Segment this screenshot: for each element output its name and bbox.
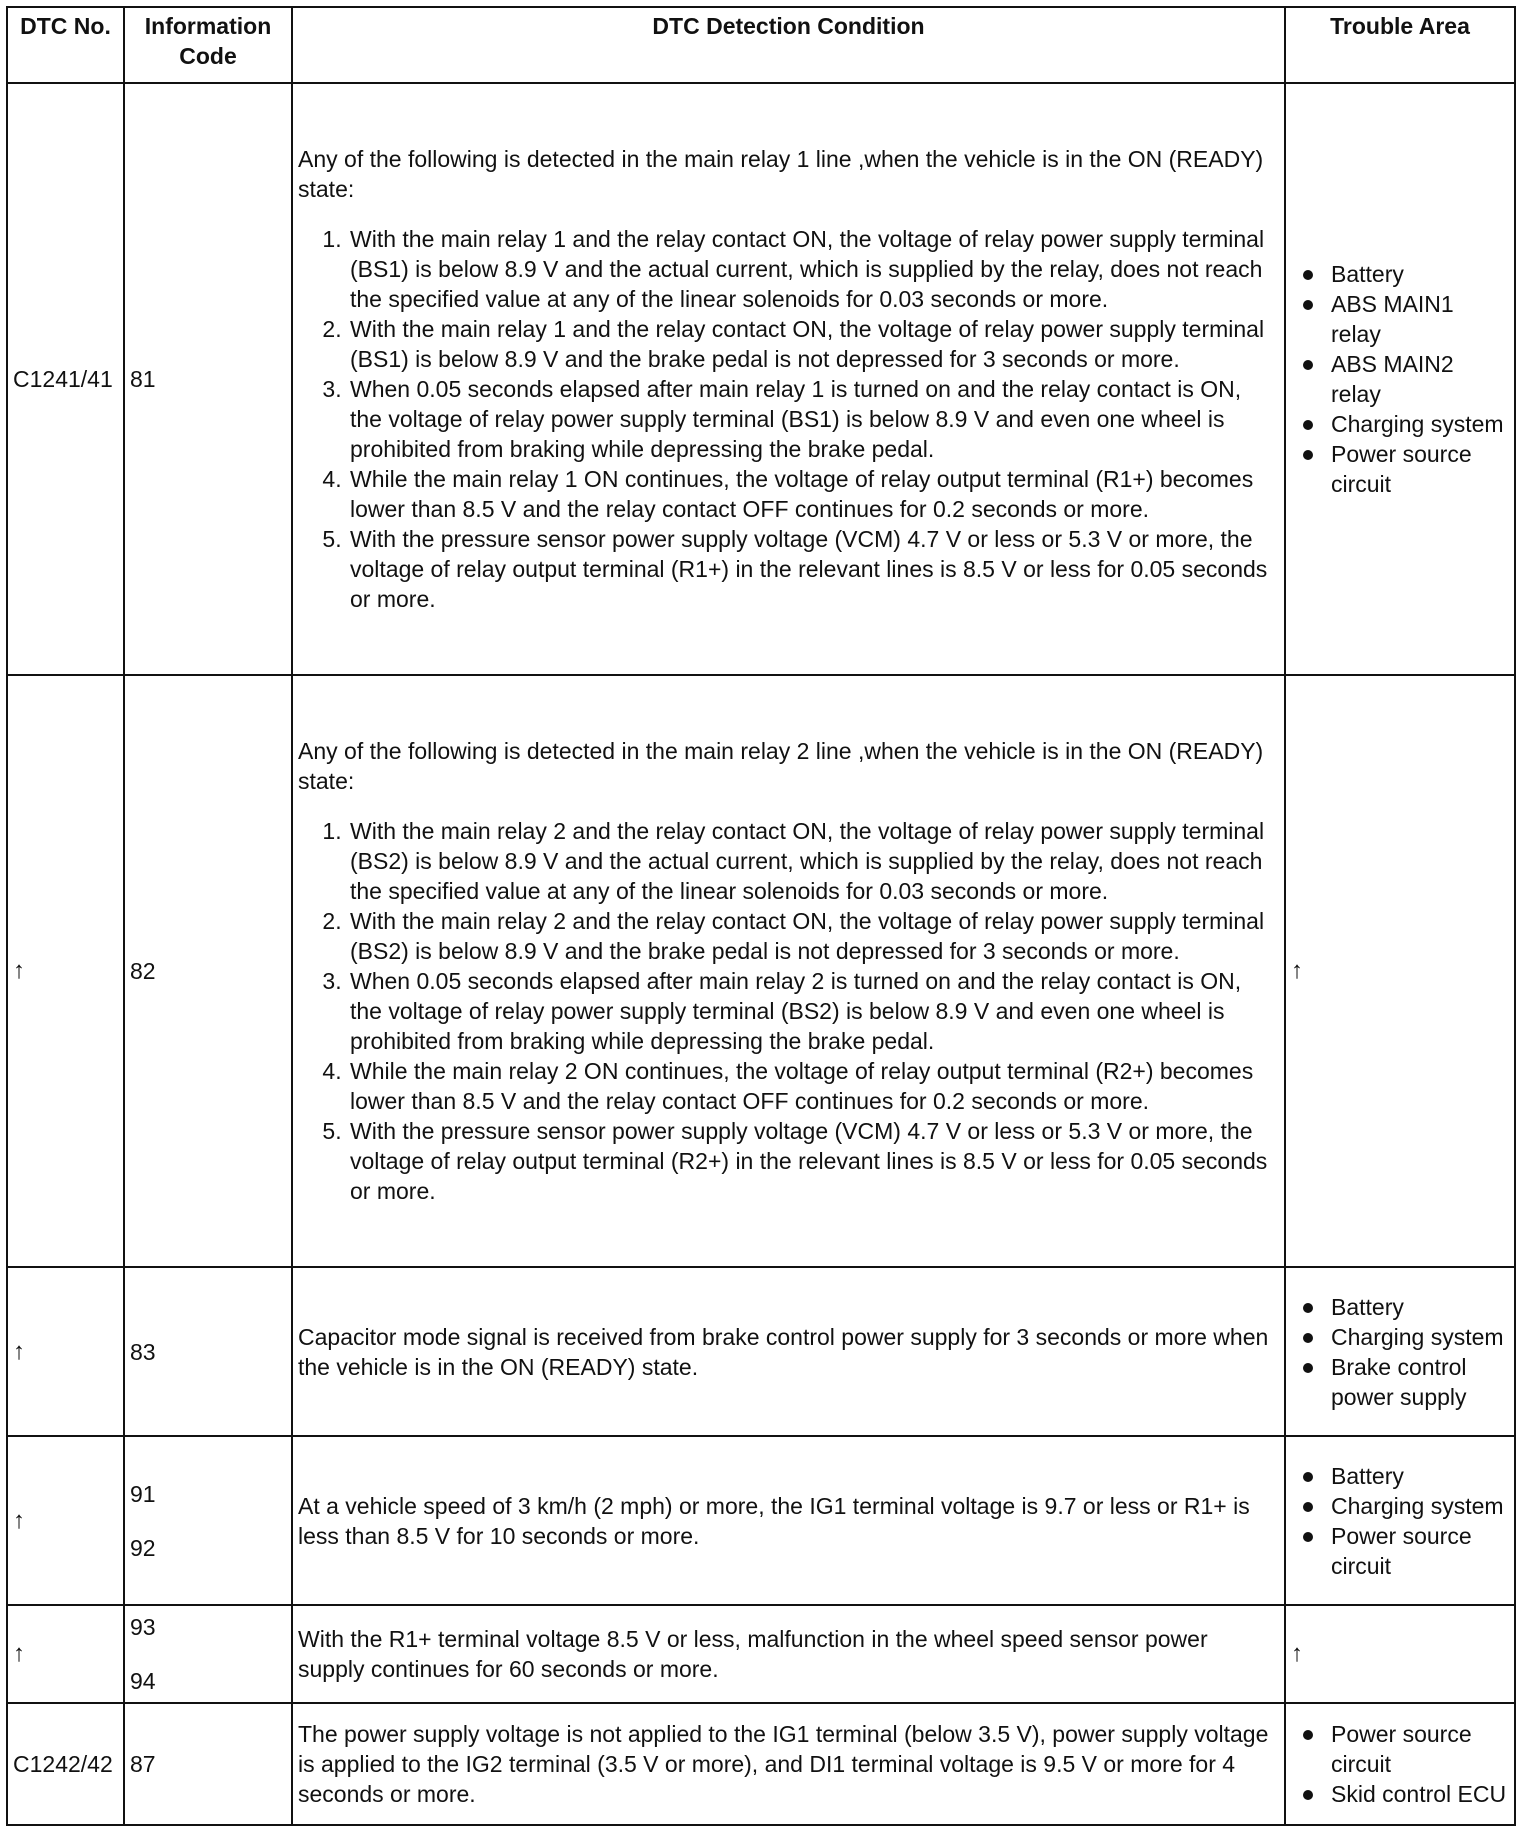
trouble-area-cell: ↑	[1285, 675, 1515, 1267]
header-dtc-no: DTC No.	[7, 7, 124, 83]
condition-item: 1. With the main relay 2 and the relay contact ON, the voltage of relay power supply terminal (BS2) is below 8.9 V and the actual current, which is supplied by the relay, does not reach the specified value at any of the linear solenoids for 0.03 seconds or more.	[348, 816, 1279, 906]
dtc-cell: ↑	[7, 1436, 124, 1605]
info-code: 81	[130, 366, 156, 392]
header-info-line2: Code	[179, 43, 237, 69]
trouble-area-list	[1291, 1292, 1509, 1412]
header-trouble-area: Trouble Area	[1285, 7, 1515, 83]
table-row	[7, 1267, 1515, 1436]
info-code: 91	[130, 1480, 156, 1507]
trouble-area-item: ABS MAIN1 relay	[1291, 289, 1509, 349]
trouble-area-item: Skid control ECU	[1291, 1779, 1509, 1809]
dtc-cell: ↑	[7, 1267, 124, 1436]
condition-item: 1. With the main relay 1 and the relay contact ON, the voltage of relay power supply terminal (BS1) is below 8.9 V and the actual current, which is supplied by the relay, does not reach the specified value at any of the linear solenoids for 0.03 seconds or more.	[348, 224, 1279, 314]
table-row	[7, 83, 1515, 675]
info-code-cell	[124, 675, 292, 1267]
condition-item: 3. When 0.05 seconds elapsed after main relay 1 is turned on and the relay contact is ON, the voltage of relay power supply terminal (BS1) is below 8.9 V and even one wheel is prohibited from braking while depressing the brake pedal.	[348, 374, 1279, 464]
trouble-area-list	[1291, 1719, 1509, 1809]
info-code: 82	[130, 958, 156, 984]
trouble-area-cell	[1285, 1703, 1515, 1825]
trouble-area-item: Battery	[1291, 1292, 1509, 1322]
trouble-area-item: Battery	[1291, 259, 1509, 289]
info-code-cell	[124, 1605, 292, 1703]
info-code: 83	[130, 1338, 156, 1365]
trouble-area-item: Charging system	[1291, 1322, 1509, 1352]
condition-item: 5. With the pressure sensor power supply voltage (VCM) 4.7 V or less or 5.3 V or more, the voltage of relay output terminal (R1+) in the relevant lines is 8.5 V or less for 0.05 seconds or more.	[348, 524, 1279, 614]
dtc-cell: C1241/41	[7, 83, 124, 675]
header-detection-condition: DTC Detection Condition	[292, 7, 1285, 83]
condition-cell	[292, 675, 1285, 1267]
trouble-area-cell	[1285, 1436, 1515, 1605]
condition-cell: At a vehicle speed of 3 km/h (2 mph) or more, the IG1 terminal voltage is 9.7 or less or R1+ is less than 8.5 V for 10 seconds or more.	[292, 1436, 1285, 1605]
condition-item: 2. With the main relay 1 and the relay contact ON, the voltage of relay power supply terminal (BS1) is below 8.9 V and the brake pedal is not depressed for 3 seconds or more.	[348, 314, 1279, 374]
condition-cell: Capacitor mode signal is received from brake control power supply for 3 seconds or more when the vehicle is in the ON (READY) state.	[292, 1267, 1285, 1436]
header-row	[7, 7, 1515, 83]
trouble-area-item: Power source circuit	[1291, 1521, 1509, 1581]
trouble-area-item: Brake control power supply	[1291, 1352, 1509, 1412]
condition-item: 4. While the main relay 1 ON continues, the voltage of relay output terminal (R1+) becomes lower than 8.5 V and the relay contact OFF continues for 0.2 seconds or more.	[348, 464, 1279, 524]
trouble-area-item: Charging system	[1291, 1491, 1509, 1521]
info-code-cell	[124, 83, 292, 675]
info-code: 87	[130, 1751, 156, 1777]
dtc-cell: ↑	[7, 675, 124, 1267]
info-code-cell	[124, 1267, 292, 1436]
condition-intro: Any of the following is detected in the main relay 1 line ,when the vehicle is in the ON (READY) state:	[298, 146, 1264, 202]
trouble-area-cell: ↑	[1285, 1605, 1515, 1703]
condition-cell: The power supply voltage is not applied to the IG1 terminal (below 3.5 V), power supply voltage is applied to the IG2 terminal (3.5 V or more), and DI1 terminal voltage is 9.5 V or more for 4 seconds or more.	[292, 1703, 1285, 1825]
condition-item: 2. With the main relay 2 and the relay contact ON, the voltage of relay power supply terminal (BS2) is below 8.9 V and the brake pedal is not depressed for 3 seconds or more.	[348, 906, 1279, 966]
trouble-area-item: Battery	[1291, 1461, 1509, 1491]
dtc-cell: ↑	[7, 1605, 124, 1703]
trouble-area-item: Power source circuit	[1291, 439, 1509, 499]
condition-cell	[292, 83, 1285, 675]
info-code-cell	[124, 1436, 292, 1605]
trouble-area-list	[1291, 1461, 1509, 1581]
trouble-area-item: ABS MAIN2 relay	[1291, 349, 1509, 409]
header-information-code	[124, 7, 292, 83]
dtc-table	[6, 6, 1516, 1826]
condition-item: 3. When 0.05 seconds elapsed after main relay 2 is turned on and the relay contact is ON, the voltage of relay power supply terminal (BS2) is below 8.9 V and even one wheel is prohibited from braking while depressing the brake pedal.	[348, 966, 1279, 1056]
condition-list	[298, 224, 1279, 614]
condition-list	[298, 816, 1279, 1206]
dtc-cell: C1242/42	[7, 1703, 124, 1825]
table-row	[7, 675, 1515, 1267]
header-info-line1: Information	[144, 13, 272, 39]
table-row	[7, 1703, 1515, 1825]
condition-intro: Any of the following is detected in the main relay 2 line ,when the vehicle is in the ON (READY) state:	[298, 738, 1264, 794]
info-code-cell	[124, 1703, 292, 1825]
trouble-area-item: Charging system	[1291, 409, 1509, 439]
condition-item: 5. With the pressure sensor power supply voltage (VCM) 4.7 V or less or 5.3 V or more, the voltage of relay output terminal (R2+) in the relevant lines is 8.5 V or less for 0.05 seconds or more.	[348, 1116, 1279, 1206]
trouble-area-cell	[1285, 83, 1515, 675]
trouble-area-list	[1291, 259, 1509, 499]
table-row	[7, 1436, 1515, 1605]
info-code: 93	[130, 1614, 156, 1640]
info-code: 92	[130, 1534, 156, 1561]
condition-item: 4. While the main relay 2 ON continues, the voltage of relay output terminal (R2+) becomes lower than 8.5 V and the relay contact OFF continues for 0.2 seconds or more.	[348, 1056, 1279, 1116]
table-row	[7, 1605, 1515, 1703]
info-code: 94	[130, 1668, 156, 1694]
condition-cell: With the R1+ terminal voltage 8.5 V or less, malfunction in the wheel speed sensor power supply continues for 60 seconds or more.	[292, 1605, 1285, 1703]
trouble-area-item: Power source circuit	[1291, 1719, 1509, 1779]
trouble-area-cell	[1285, 1267, 1515, 1436]
